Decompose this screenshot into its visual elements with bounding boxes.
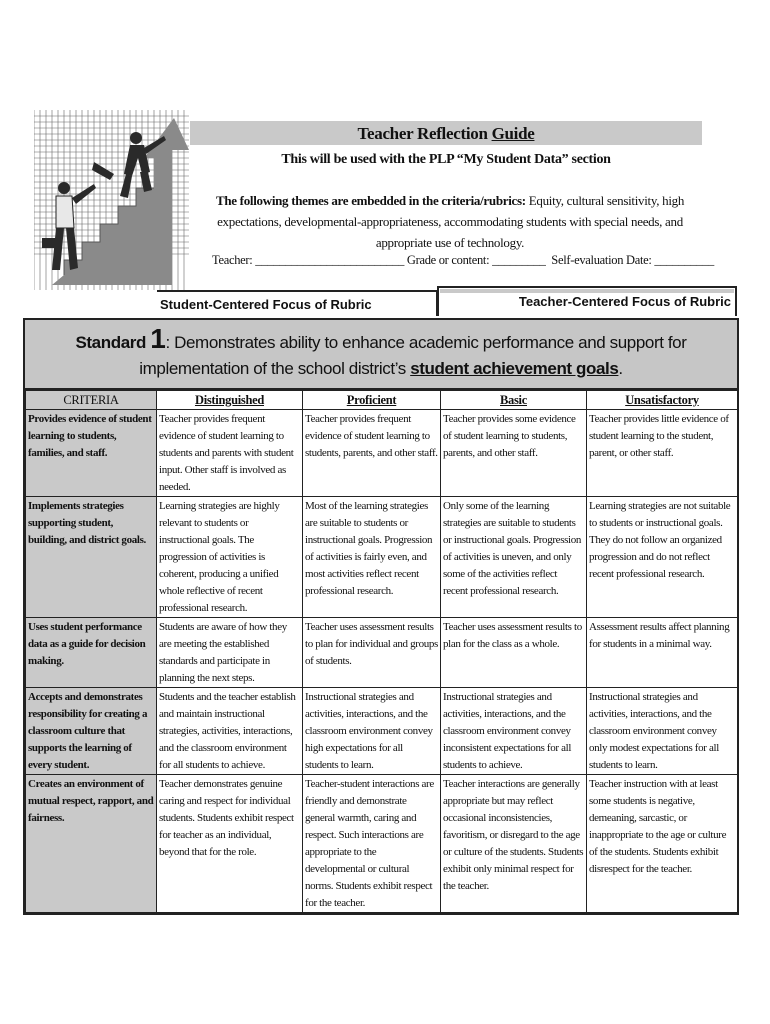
standard-number: 1 xyxy=(150,323,166,354)
column-header-distinguished: Distinguished xyxy=(157,391,303,410)
standard-label: Standard xyxy=(75,333,151,352)
criteria-cell: Implements strategies supporting student, building, and district goals. xyxy=(26,497,157,618)
table-row xyxy=(26,775,738,913)
unsatisfactory-cell: Learning strategies are not suitable to students or instructional goals. They do not follow an organized progression and do not reflect recent professional research. xyxy=(587,497,738,618)
teacher-info-line xyxy=(212,253,712,268)
unsatisfactory-cell: Assessment results affect planning for students in a minimal way. xyxy=(587,618,738,688)
focus-shade xyxy=(440,289,734,293)
page-subtitle: This will be used with the PLP “My Student Data” section xyxy=(281,152,611,167)
column-header-unsatisfactory: Unsatisfactory xyxy=(587,391,738,410)
unsatisfactory-cell: Teacher provides little evidence of student learning to the student, parent, or other staff. xyxy=(587,410,738,497)
distinguished-cell: Students and the teacher establish and maintain instructional strategies, activities, interactions, and the classroom environment for all students to achieve. xyxy=(157,688,303,775)
criteria-cell: Creates an environment of mutual respect, rapport, and fairness. xyxy=(26,775,157,913)
grade-label: Grade or content: xyxy=(406,253,490,267)
criteria-cell: Accepts and demonstrates responsibility for creating a classroom culture that supports the learning of every student. xyxy=(26,688,157,775)
basic-cell: Teacher uses assessment results to plan for the class as a whole. xyxy=(441,618,587,688)
standard-goal: student achievement goals xyxy=(410,359,619,378)
standard-period: . xyxy=(618,359,623,378)
distinguished-cell: Teacher provides frequent evidence of student learning to students and parents with student input. Other staff is involved as needed. xyxy=(157,410,303,497)
unsatisfactory-cell: Teacher instruction with at least some students is negative, demeaning, sarcastic, or inappropriate to the age or culture of the students. Students exhibit disrespect for the teacher. xyxy=(587,775,738,913)
themes-label: The following themes are embedded in the criteria/rubrics: xyxy=(215,193,526,208)
basic-cell: Teacher provides some evidence of student learning to students, parents, and other staff. xyxy=(441,410,587,497)
themes-text: Equity, cultural sensitivity, high expectations, developmental-appropriateness, accommodating students with special needs, and appropriate use of technology. xyxy=(217,193,685,250)
criteria-cell: Uses student performance data as a guide for decision making. xyxy=(26,618,157,688)
table-row xyxy=(26,410,738,497)
table-header-row xyxy=(26,391,738,410)
teacher-field[interactable]: _________________________ xyxy=(255,253,405,267)
rubric-table xyxy=(25,390,738,913)
distinguished-cell: Teacher demonstrates genuine caring and respect for individual students. Students exhibit respect for teacher as an individual, beyond that for the role. xyxy=(157,775,303,913)
rubric-table-container xyxy=(23,318,739,915)
teacher-label: Teacher: xyxy=(212,253,253,267)
page-title: Teacher Reflection Guide xyxy=(357,124,535,143)
self-evaluation-label: Self-evaluation Date: xyxy=(551,253,652,267)
table-row xyxy=(26,618,738,688)
proficient-cell: Instructional strategies and activities, interactions, and the classroom environment convey high expectations for all students to learn. xyxy=(303,688,441,775)
column-header-criteria: CRITERIA xyxy=(26,391,157,410)
proficient-cell: Most of the learning strategies are suitable to students or instructional goals. Progression of activities is fairly even, and most activities reflect recent professional research. xyxy=(303,497,441,618)
distinguished-cell: Learning strategies are highly relevant to students or instructional goals. The progression of activities is coherent, producing a unified whole reflective of recent professional research. xyxy=(157,497,303,618)
student-centered-focus-label: Student-Centered Focus of Rubric xyxy=(157,290,437,316)
column-header-proficient: Proficient xyxy=(303,391,441,410)
criteria-cell: Provides evidence of student learning to students, families, and staff. xyxy=(26,410,157,497)
unsatisfactory-cell: Instructional strategies and activities, interactions, and the classroom environment convey only modest expectations for all students to learn. xyxy=(587,688,738,775)
staircase-climbers-illustration xyxy=(34,110,189,290)
proficient-cell: Teacher-student interactions are friendly and demonstrate general warmth, caring and respect. Such interactions are appropriate to the developmental or cultural norms. Students exhibit respect for the teacher. xyxy=(303,775,441,913)
table-row xyxy=(26,497,738,618)
themes-paragraph xyxy=(200,190,700,253)
grade-field[interactable]: _________ xyxy=(492,253,546,267)
teacher-centered-focus-label: Teacher-Centered Focus of Rubric xyxy=(437,286,737,316)
proficient-cell: Teacher uses assessment results to plan for individual and groups of students. xyxy=(303,618,441,688)
basic-cell: Teacher interactions are generally appropriate but may reflect occasional inconsistencies, favoritism, or disregard to the age or culture of the students. Students exhibit only minimal respect for the teacher. xyxy=(441,775,587,913)
standard-heading xyxy=(25,320,737,390)
standard-text: : Demonstrates ability to enhance academic performance and support for implementation of the school district’s xyxy=(139,333,687,378)
column-header-basic: Basic xyxy=(441,391,587,410)
basic-cell: Only some of the learning strategies are suitable to students or instructional goals. Progression of activities is uneven, and only some of the activities reflect recent professional research. xyxy=(441,497,587,618)
distinguished-cell: Students are aware of how they are meeting the established standards and participate in planning the next steps. xyxy=(157,618,303,688)
basic-cell: Instructional strategies and activities, interactions, and the classroom environment convey inconsistent expectations for all students to achieve. xyxy=(441,688,587,775)
proficient-cell: Teacher provides frequent evidence of student learning to students, parents, and other staff. xyxy=(303,410,441,497)
self-evaluation-field[interactable]: __________ xyxy=(654,253,714,267)
table-row xyxy=(26,688,738,775)
